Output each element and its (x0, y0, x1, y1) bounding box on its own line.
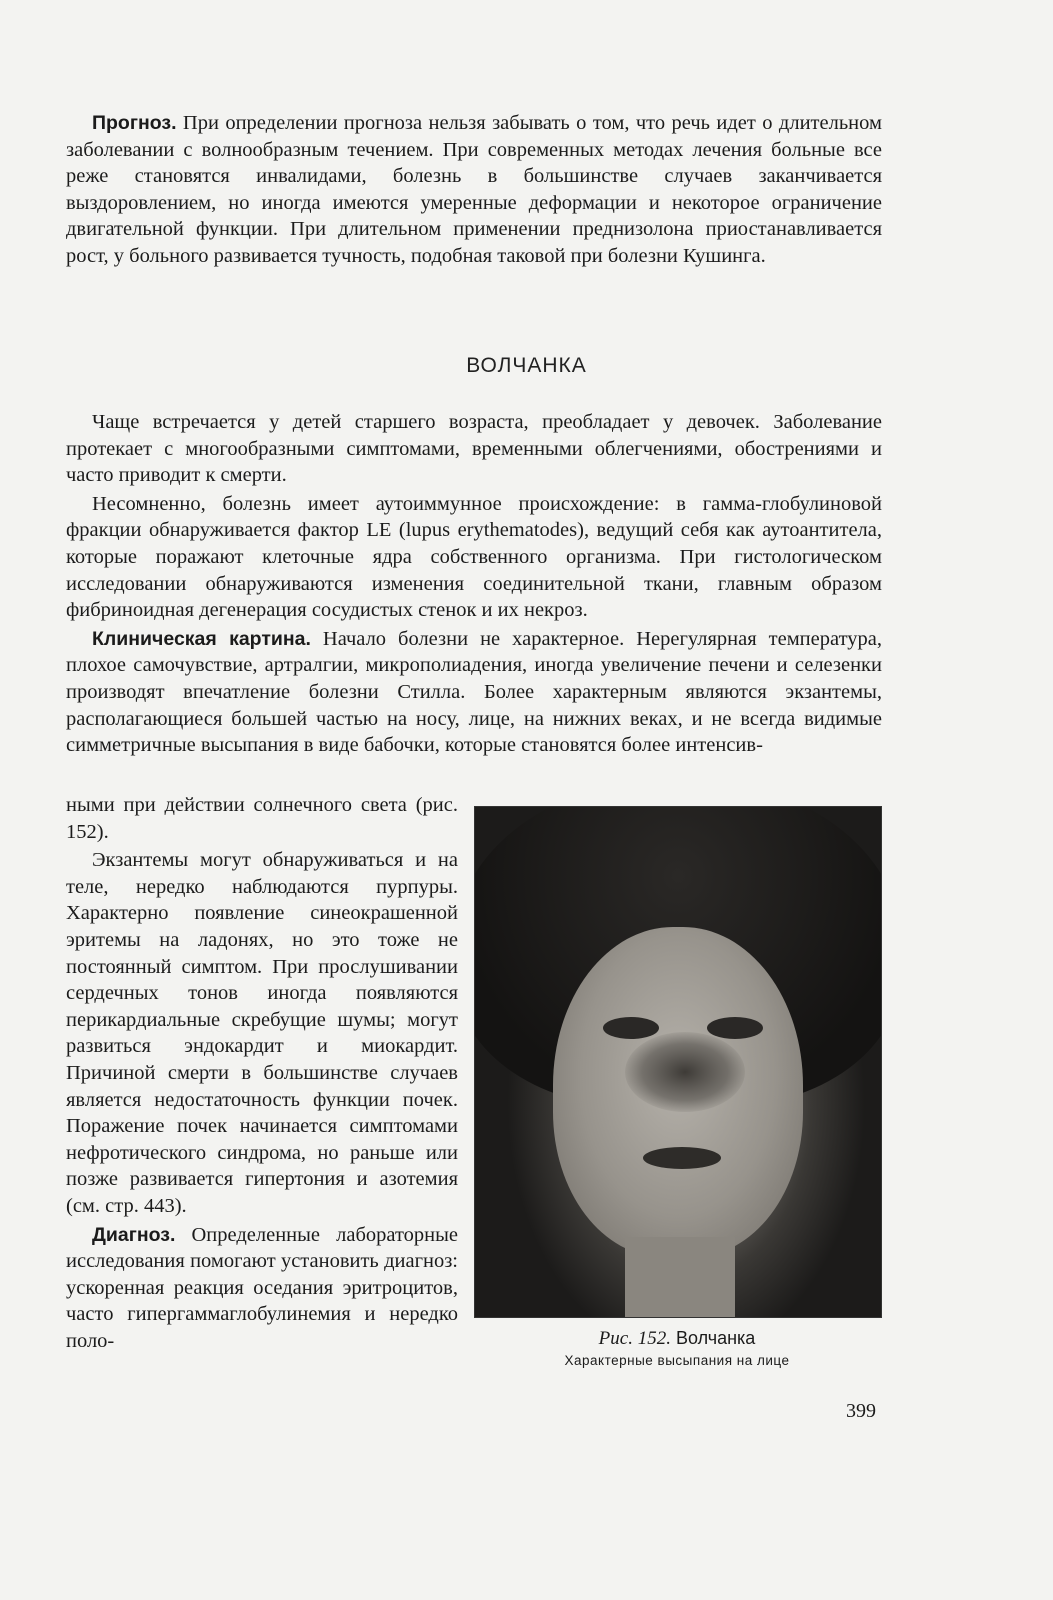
diagnosis-paragraph (66, 1222, 458, 1355)
clinical-continuation: ными при действии солнечного света (рис. 152). (66, 794, 458, 843)
figure-caption (474, 1326, 880, 1371)
page-number: 399 (846, 1400, 876, 1422)
diagnosis-label: Диагноз. (92, 1223, 176, 1246)
clinical-text: Начало болезни не характерное. Нерегулярная температура, плохое самочувствие, артралгии, микрополиадения, иногда увеличение печени и селезенки производят впечатление болезни Стилла. Более характерным являются экзантемы, располагающиеся большей частью на носу, лице, на нижних веках, и не всегда видимые симметричные высыпания в виде бабочки, которые становятся более интенсив- (66, 627, 882, 757)
figure-title: Волчанка (670, 1328, 756, 1348)
paragraph-intro: Чаще встречается у детей старшего возраста, преобладает у девочек. Заболевание протекает с многообразными симптомами, временными облегчениями, обострениями и часто приводит к смерти. (66, 411, 882, 487)
paragraph-etiology: Несомненно, болезнь имеет аутоиммунное происхождение: в гамма-глобулиновой фракции обнаруживается фактор LE (lupus erythematodes), ведущий себя как аутоантитела, которые поражают клеточные ядра собственного организма. При гистологическом исследовании обнаруживаются изменения соединительной ткани, главным образом фибриноидная дегенерация сосудистых стенок и их некроз. (66, 492, 882, 622)
paragraph-exanthem: Экзантемы могут обнаруживаться и на теле, нередко наблюдаются пурпуры. Характерно появление синеокрашенной эритемы на ладонях, но это тоже не постоянный симптом. При прослушивании сердечных тонов иногда появляются перикардиальные скребущие шумы; могут развиться эндокардит и миокардит. Причиной смерти в большинстве случаев является недостаточность функции почек. Поражение почек начинается симптомами нефротического синдрома, но раньше или позже развивается гипертония и азотемия (см. стр. 443). (66, 849, 458, 1217)
left-column-text (66, 792, 458, 1354)
figure-subtitle: Характерные высыпания на лице (564, 1353, 790, 1368)
prognosis-label: Прогноз. (92, 112, 177, 134)
section-heading: ВОЛЧАНКА (466, 354, 587, 377)
figure-number: Рис. 152. (598, 1328, 671, 1349)
diagnosis-text: Определенные лабораторные исследования помогают установить диагноз: ускоренная реакция оседания эритроцитов, часто гипергаммаглобулинемия и нередко поло- (66, 1223, 458, 1352)
body-text (66, 409, 882, 759)
prognosis-text: При определении прогноза нельзя забывать о том, что речь идет о длительном заболевании с волнообразным течением. При современных методах лечения больные все реже становятся инвалидами, болезнь в большинстве случаев заканчивается выздоровлением, но иногда имеются умеренные деформации и некоторое ограничение двигательной функции. При длительном применении преднизолона приостанавливается рост, у больного развивается тучность, подобная таковой при болезни Кушинга. (66, 112, 882, 267)
figure-photo (474, 806, 882, 1318)
clinical-label: Клиническая картина. (92, 627, 311, 650)
prognosis-paragraph (66, 110, 882, 270)
clinical-paragraph (66, 626, 882, 759)
